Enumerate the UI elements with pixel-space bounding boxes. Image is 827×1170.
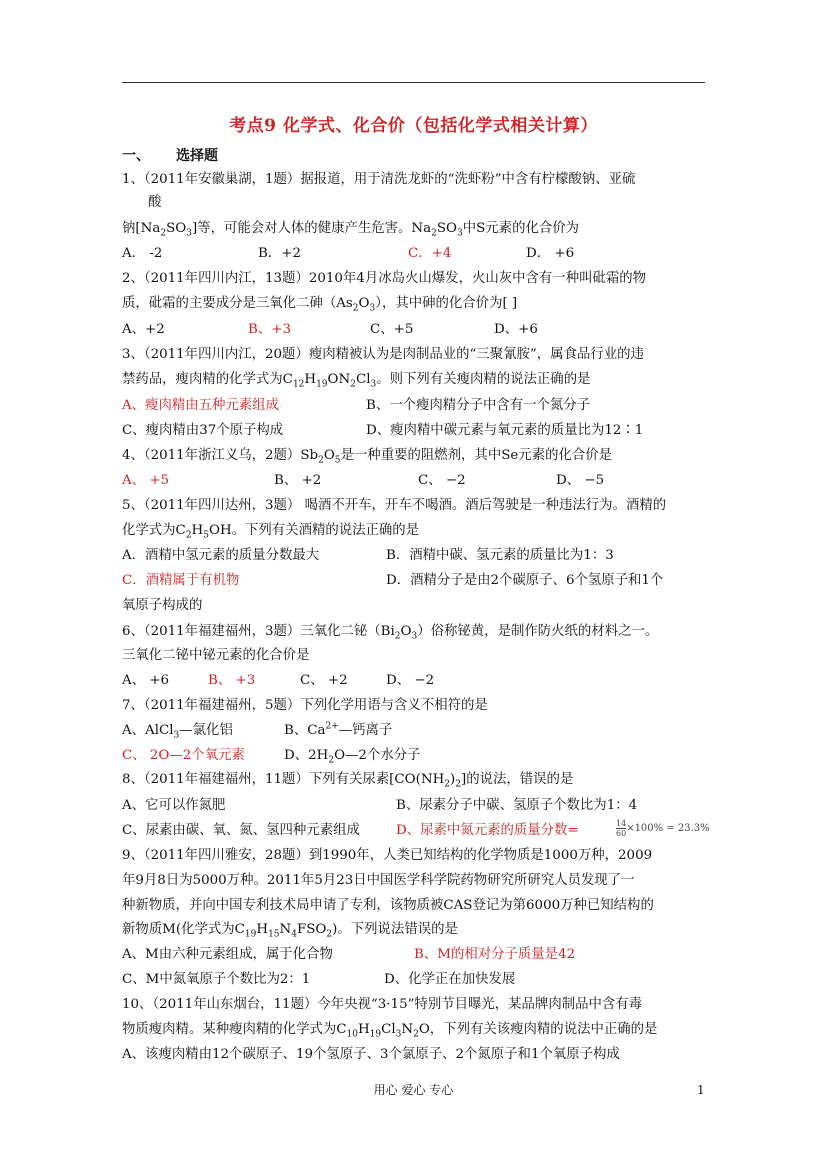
q6-option-c: C、 +2 [300, 673, 348, 688]
q4-stem: 4、（2011年浙江义乌，2题）$Sb_2O_5$是一种重要的阻燃剂，其中Se元素的化合价是 [122, 448, 613, 466]
q4-option-b: B、 +2 [274, 473, 322, 488]
q2-option-b: B、+3 [248, 322, 291, 337]
q3-stem-line1: 3、（2011年四川内江，20题）瘦肉精被认为是肉制品业的“三聚氰胺”，属食品行业的违 [122, 347, 644, 362]
q5-option-d: D．酒精分子是由2个碳原子、6个氢原子和1个 [386, 573, 664, 588]
q3-stem-line2: 禁药品，瘦肉精的化学式为$C_{12}H_{19}ON_2Cl_3$。则下列有关瘦肉精的说法正确的是 [122, 372, 591, 390]
q1-stem-line1: 1、（2011年安徽巢湖，1题）据报道，用于清洗龙虾的“洗虾粉”中含有柠檬酸钠、亚硫 [122, 172, 636, 187]
q1-option-d: D． +6 [526, 246, 575, 261]
q5-option-b: B．酒精中碳、氢元素的质量比为1：3 [386, 548, 614, 563]
q1-stem-line3: 钠$[Na_2SO_3]$等，可能会对人体的健康产生危害。$Na_2SO_3$中S元素的化合价为 [122, 221, 580, 239]
q8-option-b: B、尿素分子中碳、氢原子个数比为1：4 [396, 798, 638, 813]
q5-stem-line2: 化学式为$C_2H_5OH$。下列有关酒精的说法正确的是 [122, 523, 420, 541]
header-rule [122, 82, 705, 83]
q9-stem-line3: 种新物质，并向中国专利技术局申请了专利，该物质被CAS登记为第6000万种已知结构的 [122, 898, 654, 913]
q10-stem-line1: 10、（2011年山东烟台，11题）今年央视“3·15”特别节目曝光，某品牌肉制品中含有毒 [122, 997, 643, 1012]
q2-stem-line2: 质，砒霜的主要成分是三氧化二砷$(As_2O_3)$，其中砷的化合价为[ ] [122, 296, 518, 314]
q3-option-d: D、瘦肉精中碳元素与氧元素的质量比为12∶1 [366, 423, 644, 438]
q9-stem-line4: 新物质M(化学式为$C_{19}H_{15}N_4FSO_2$)。下列说法错误的是 [122, 922, 458, 940]
q5-option-c: C．酒精属于有机物 [122, 573, 240, 588]
q6-stem-line2: 三氧化二铋中铋元素的化合价是 [122, 648, 310, 663]
section-number: 一、 [122, 148, 150, 164]
q8-option-a: A、它可以作氮肥 [122, 798, 226, 813]
q8-formula: $\frac{14}{60}\times 100\% = 23.3\%$ [616, 819, 710, 838]
q4-option-a: A、 +5 [122, 473, 170, 488]
page-footer: 用心 爱心 专心 [373, 1083, 454, 1097]
q5-stem-line1: 5、（2011年四川达州，3题） 喝酒不开车，开车不喝酒。酒后驾驶是一种违法行为。酒精的 [122, 498, 667, 513]
q4-option-d: D、 −5 [556, 473, 605, 488]
q10-stem-line2: 物质瘦肉精。某种瘦肉精的化学式为$C_{10}H_{19}Cl_3N_2O$，下列有关该瘦肉精的说法中正确的是 [122, 1022, 658, 1040]
q1-stem-line2: 酸 [148, 195, 162, 210]
page-title: 考点9 化学式、化合价（包括化学式相关计算） [229, 116, 598, 136]
q6-option-a: A、 +6 [122, 673, 170, 688]
q6-option-d: D、 −2 [386, 673, 435, 688]
q1-option-a: A． -2 [122, 246, 163, 261]
q7-option-c: C、 2O—2个氧元素 [122, 748, 245, 763]
section-heading [122, 145, 218, 165]
q7-option-b: B、$Ca^{2+}—$钙离子 [284, 721, 393, 738]
q9-option-d: D、化学正在加快发展 [384, 972, 516, 987]
q8-stem: 8、（2011年福建福州，11题）下列有关尿素$[CO(NH_2)_2]$的说法，错误的是 [122, 772, 574, 790]
q4-option-c: C、 −2 [418, 473, 466, 488]
q3-option-c: C、瘦肉精由37个原子构成 [122, 423, 284, 438]
q9-stem-line2: 年9月8日为5000万种。2011年5月23日中国医学科学院药物研究所研究人员发现了一 [122, 873, 635, 888]
q9-option-a: A、M由六种元素组成，属于化合物 [122, 947, 333, 962]
q8-option-c: C、尿素由碳、氧、氮、氢四种元素组成 [122, 823, 360, 838]
page-number: 1 [697, 1083, 705, 1097]
q7-stem: 7、（2011年福建福州，5题）下列化学用语与含义不相符的是 [122, 698, 488, 713]
q10-option-a: A、该瘦肉精由12个碳原子、19个氢原子、3个氯原子、2个氮原子和1个氧原子构成 [122, 1047, 620, 1062]
q7-option-a: A、AlCl$_3$—氯化铝 [122, 723, 233, 741]
q3-option-a: A、瘦肉精由五种元素组成 [122, 398, 279, 413]
q6-option-b: B、 +3 [208, 673, 256, 688]
q5-option-d-cont: 氧原子构成的 [122, 598, 203, 613]
q2-option-d: D、+6 [494, 322, 538, 337]
q1-option-b: B．+2 [258, 246, 301, 261]
q2-stem-line1: 2、（2011年四川内江，13题）2010年4月冰岛火山爆发，火山灰中含有一种叫砒霜的物 [122, 271, 647, 286]
q8-fraction: $\frac{14}{60}$ [616, 819, 627, 838]
q2-option-c: C、+5 [370, 322, 414, 337]
q9-stem-line1: 9、（2011年四川雅安，28题）到1990年，人类已知结构的化学物质是1000万种，2009 [122, 848, 653, 863]
q5-option-a: A．酒精中氢元素的质量分数最大 [122, 548, 320, 563]
q1-option-c: C．+4 [408, 246, 452, 261]
q6-stem-line1: 6、（2011年福建福州，3题）三氧化二铋$(Bi_2O_3)$俗称铋黄，是制作防火纸的材料之一。 [122, 624, 659, 642]
q9-option-c: C、M中氮氧原子个数比为2：1 [122, 972, 311, 987]
q7-option-d: D、$2H_2O—2$个水分子 [284, 748, 421, 766]
q3-option-b: B、一个瘦肉精分子中含有一个氮分子 [366, 398, 591, 413]
q2-option-a: A、+2 [122, 322, 165, 337]
q8-option-d: D、尿素中氮元素的质量分数= [396, 823, 579, 838]
section-label: 选择题 [176, 148, 218, 164]
q9-option-b: B、M的相对分子质量是42 [414, 947, 576, 962]
